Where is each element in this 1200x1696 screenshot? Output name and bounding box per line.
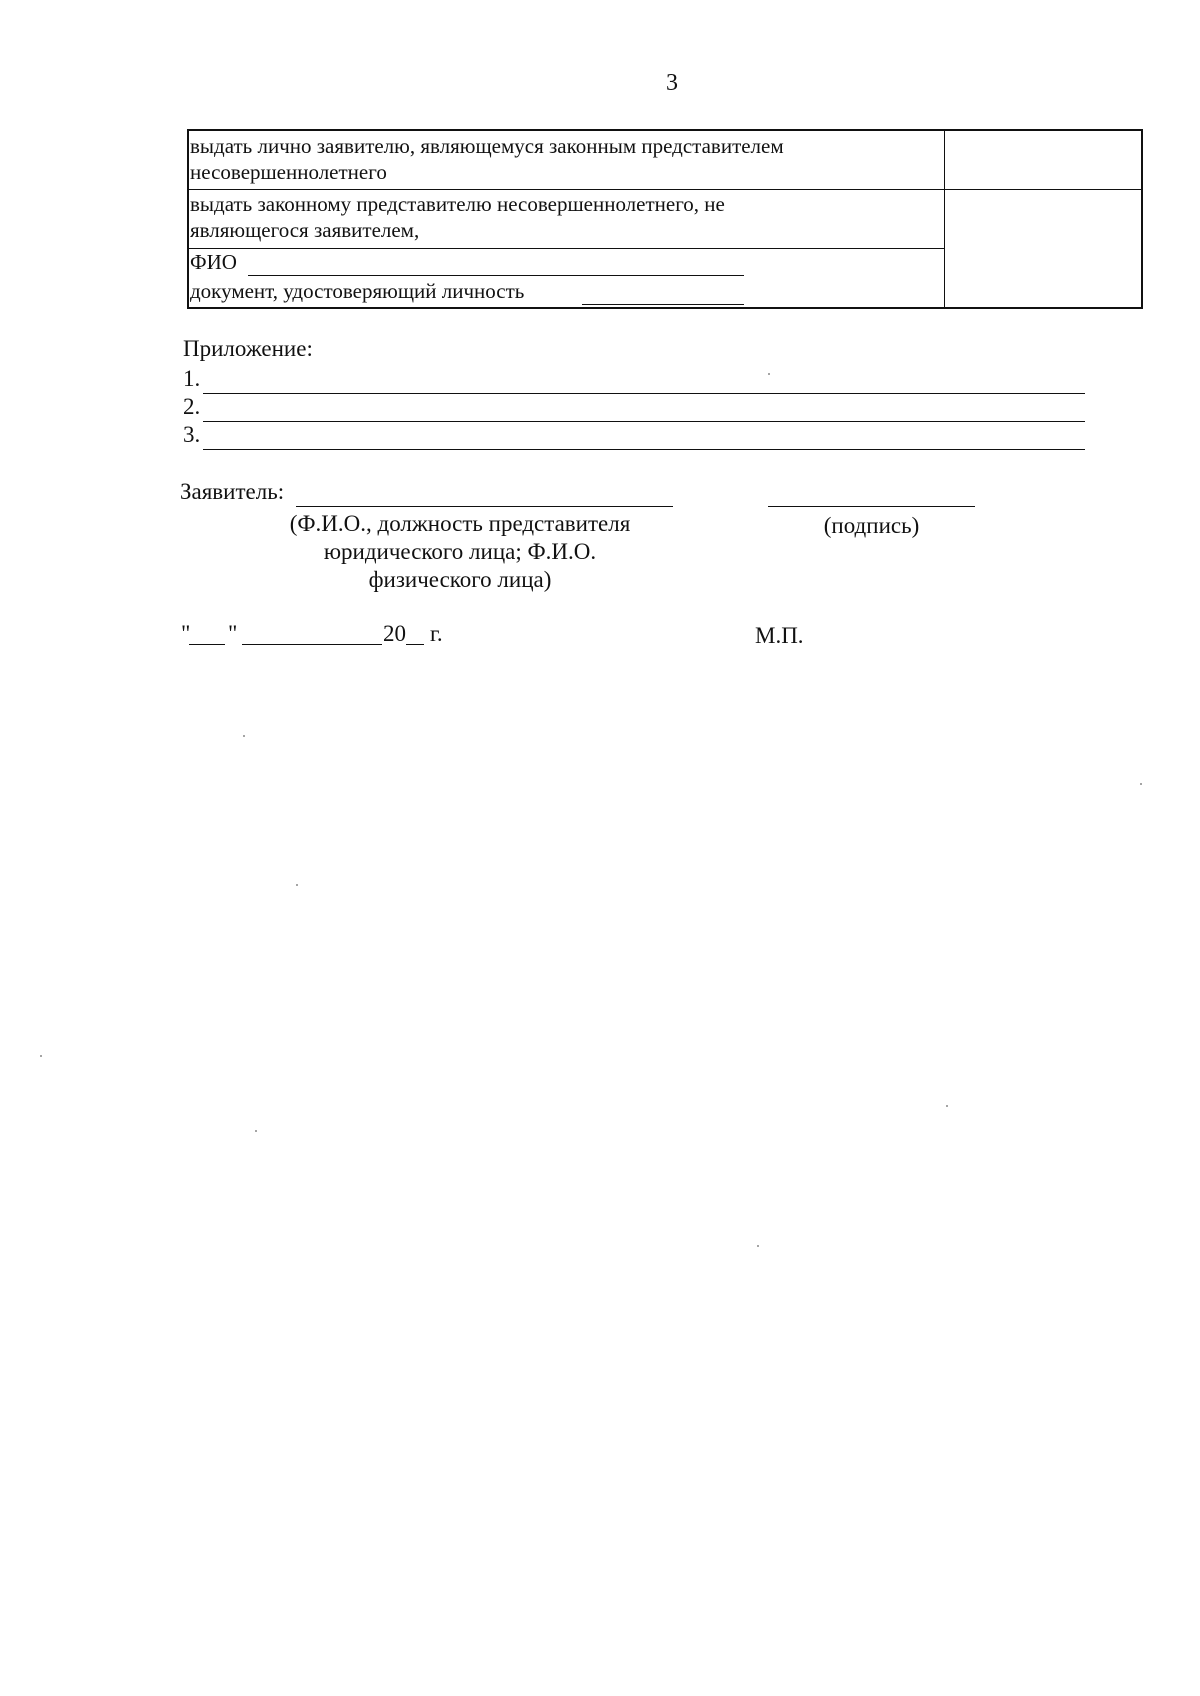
attachment-item-1-line[interactable] [203,393,1085,394]
date-year-suffix: г. [430,621,443,646]
applicant-caption-line-1: (Ф.И.О., должность представителя [289,511,631,536]
fio-label: ФИО [190,250,237,274]
table-row-divider [189,189,1141,190]
attachments-heading: Приложение: [183,336,313,361]
scan-speck [757,1245,759,1247]
date-month-line[interactable] [242,644,382,645]
scan-speck [243,735,245,737]
applicant-label: Заявитель: [180,479,285,504]
applicant-caption-line-2: юридического лица; Ф.И.О. [323,539,597,564]
identity-document-blank-line[interactable] [582,304,744,305]
attachment-item-1-number: 1. [183,366,201,391]
applicant-name-line[interactable] [296,506,673,507]
table-row-2-line-1: выдать законному представителю несовершеннолетнего, не [190,192,725,216]
signature-caption: (подпись) [823,513,920,538]
scan-speck [768,373,770,375]
page-number: 3 [666,70,678,96]
applicant-caption-line-3: физического лица) [368,567,552,592]
fio-blank-line[interactable] [248,275,744,276]
signature-line[interactable] [768,506,975,507]
attachment-item-3-number: 3. [183,422,201,447]
attachment-item-2-line[interactable] [203,421,1085,422]
table-column-divider [944,131,945,307]
attachment-item-2-number: 2. [183,394,201,419]
table-row-1-line-2: несовершеннолетнего [190,160,387,184]
date-year-prefix: 20 [383,621,406,646]
date-year-line[interactable] [406,644,424,645]
scan-speck [1140,783,1142,785]
identity-document-label: документ, удостоверяющий личность [190,279,525,303]
table-row-divider-inner [189,248,944,249]
scan-speck [40,1055,42,1057]
scan-speck [946,1105,948,1107]
scan-speck [255,1130,257,1132]
scan-speck [296,884,298,886]
stamp-placeholder: М.П. [755,623,804,648]
delivery-method-table [187,129,1143,309]
date-day-line[interactable] [189,644,225,645]
table-row-1-line-1: выдать лично заявителю, являющемуся законным представителем [190,134,784,158]
attachment-item-3-line[interactable] [203,449,1085,450]
date-quote-close: " [228,621,238,646]
table-row-2-line-2: являющегося заявителем, [190,218,420,242]
date-quote-open: " [181,621,191,646]
